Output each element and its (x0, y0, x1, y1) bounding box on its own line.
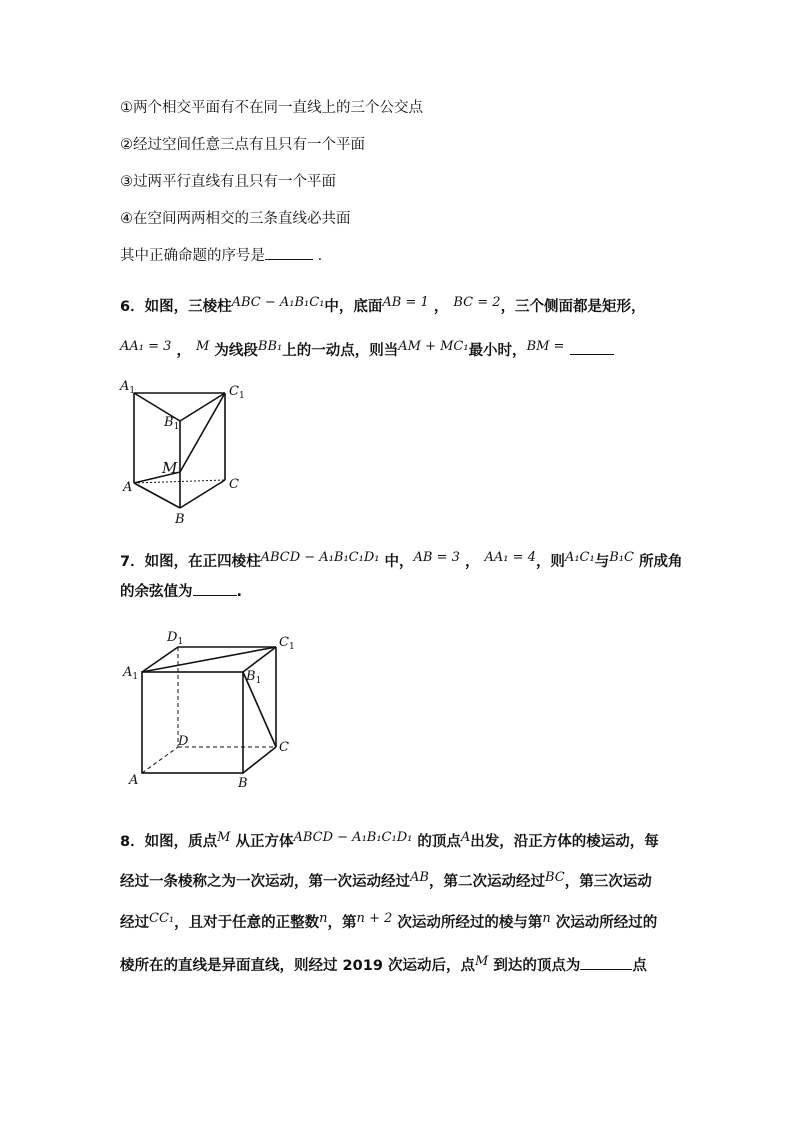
label-B: B (238, 776, 248, 791)
statement-1: ①两个相交平面有不在同一直线上的三个公交点 (120, 100, 423, 116)
statement-4: ④在空间两两相交的三条直线必共面 (120, 211, 351, 227)
label-A: A (129, 773, 139, 788)
label-B: B (175, 512, 185, 527)
answer-blank-8[interactable] (580, 957, 632, 970)
label-A1: $A_1$ (123, 665, 139, 682)
question-8-line-4: 棱所在的直线是异面直线，则经过 2019 次运动后，点M 到达的顶点为 点 (120, 954, 647, 974)
question-8-line-3: 经过CC₁，且对于任意的正整数n，第n + 2 次运动所经过的棱与第n 次运动所经过的 (120, 911, 658, 931)
question-6-line-1: 6．如图，三棱柱ABC − A₁B₁C₁中，底面AB = 1 ， BC = 2，三个侧面都是矩形， (120, 295, 646, 315)
label-M: M (162, 459, 178, 477)
question-5-prompt: 其中正确命题的序号是 . (120, 248, 323, 264)
label-D: D (178, 734, 189, 749)
question-7-line-2: 的余弦值为 . (120, 584, 243, 600)
question-8-line-1: 8．如图，质点M 从正方体ABCD − A₁B₁C₁D₁ 的顶点A出发，沿正方体的棱运动，每 (120, 830, 659, 850)
label-B1: $B_1$ (164, 415, 180, 432)
statement-3: ③过两平行直线有且只有一个平面 (120, 174, 336, 190)
label-A: A (123, 480, 133, 495)
question-7-line-1: 7．如图，在正四棱柱ABCD − A₁B₁C₁D₁ 中，AB = 3 ， AA₁ = 4，则A₁C₁与B₁C 所成角 (120, 550, 683, 570)
question-6-line-2: AA₁ = 3 ， M 为线段BB₁上的一动点，则当AM + MC₁最小时，BM = (120, 341, 614, 362)
label-C: C (229, 477, 239, 492)
label-D1: $D_1$ (167, 630, 184, 647)
label-C: C (279, 740, 289, 755)
question-8-line-2: 经过一条棱称之为一次运动，第一次运动经过AB，第二次运动经过BC，第三次运动 (120, 870, 652, 890)
label-C1: $C_1$ (279, 635, 295, 652)
label-B1: $B_1$ (246, 669, 262, 686)
label-C1: $C_1$ (229, 384, 245, 401)
statement-2: ②经过空间任意三点有且只有一个平面 (120, 137, 365, 153)
label-A1: $A_1$ (120, 379, 136, 396)
